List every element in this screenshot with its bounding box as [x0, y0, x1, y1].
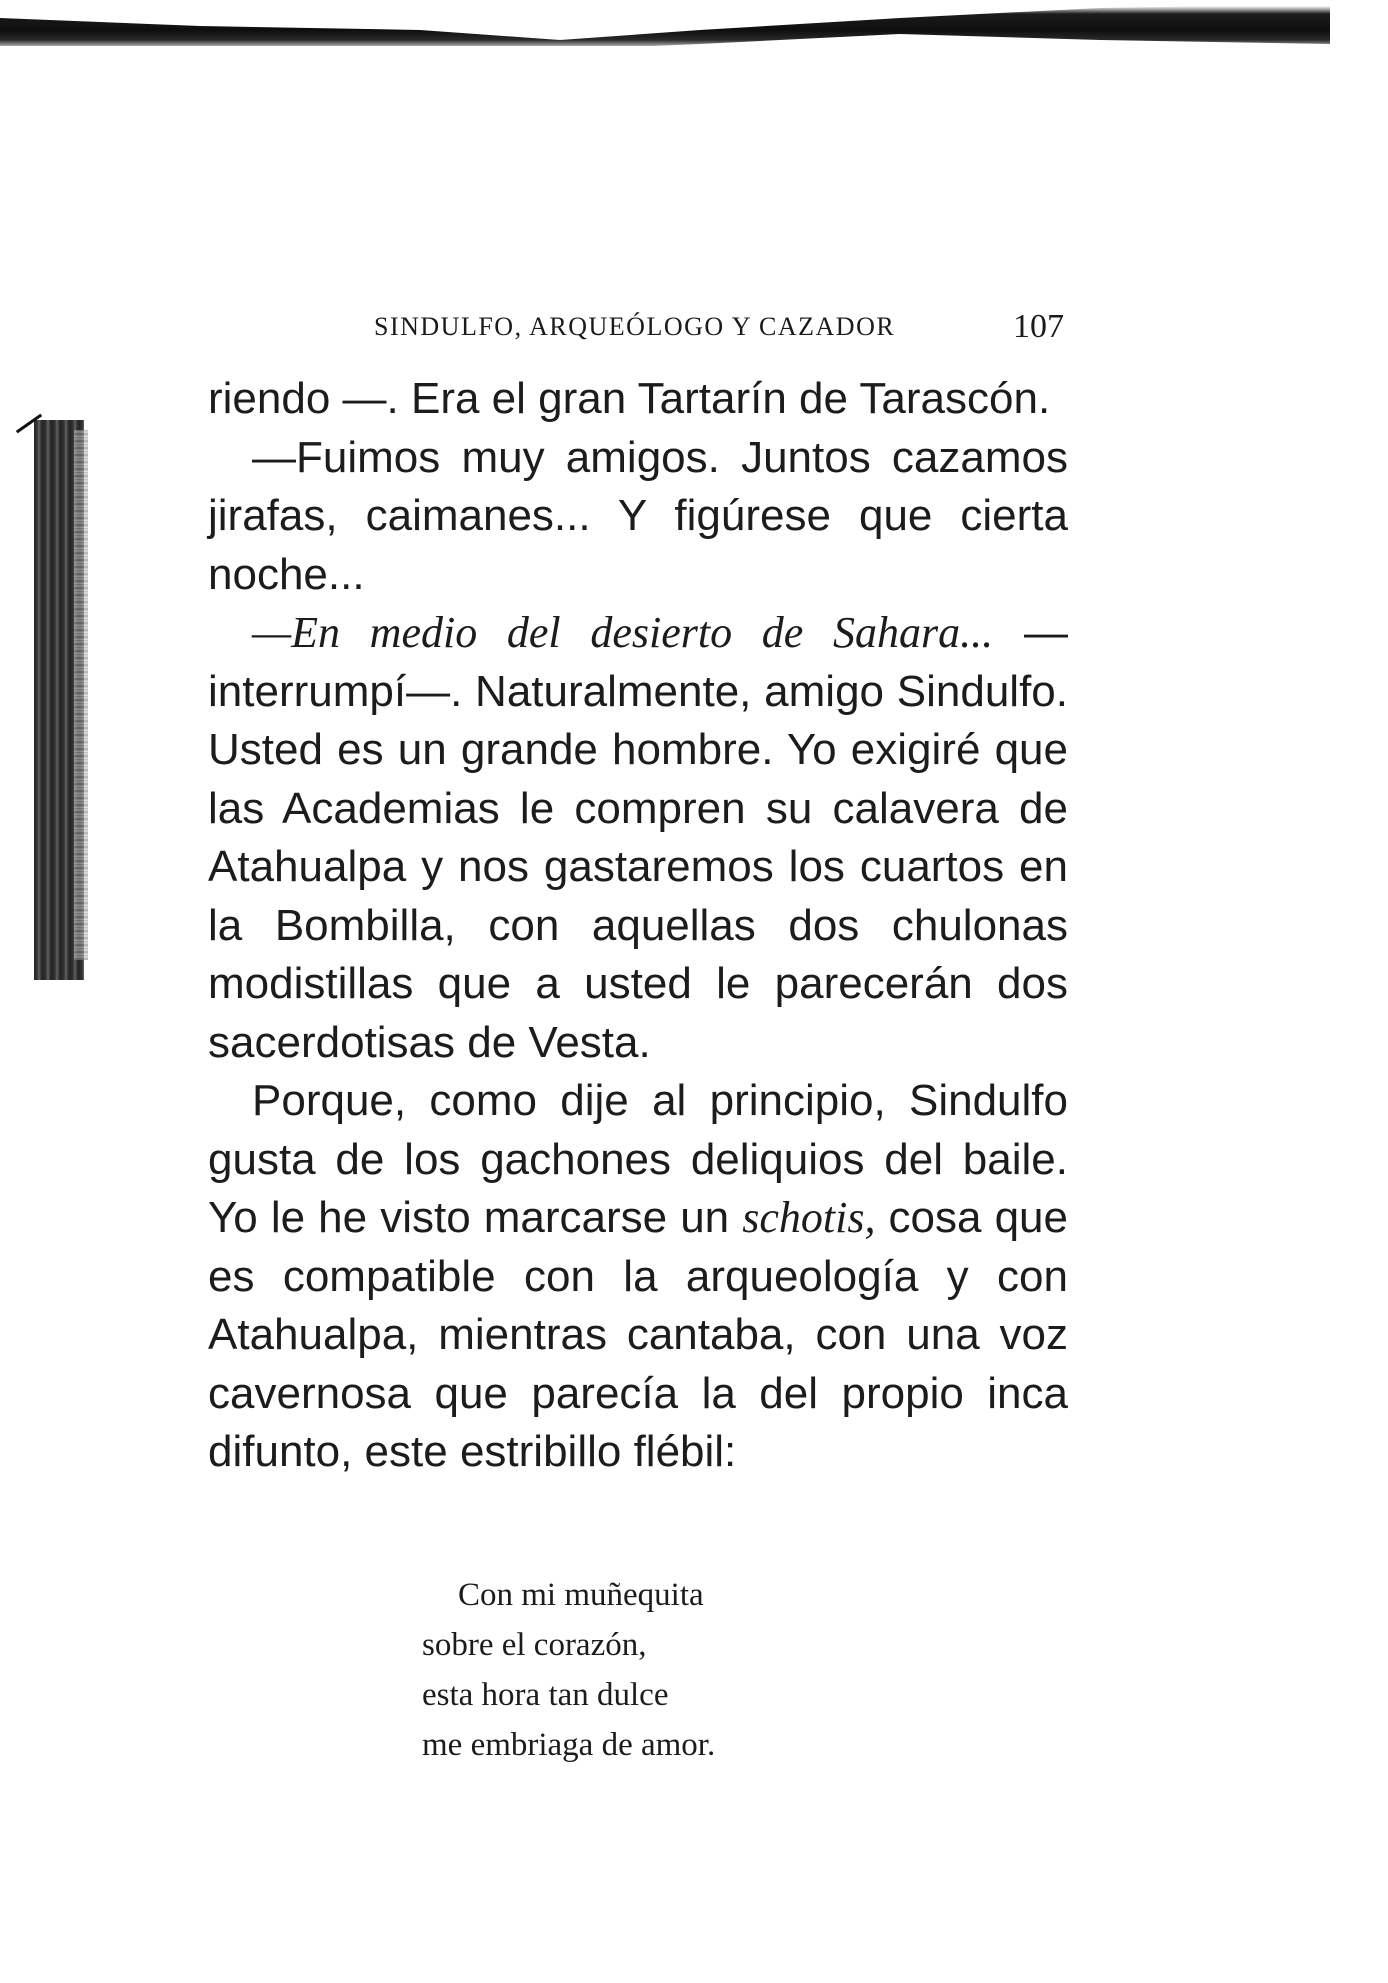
- verse-stanza: [422, 1570, 715, 1770]
- paragraph-2: —Fuimos muy amigos. Juntos cazamos jirafas, caimanes... Y figúrese que cierta noche...: [208, 432, 1068, 599]
- running-title: SINDULFO, ARQUEÓLOGO Y CAZADOR: [374, 312, 896, 341]
- verse-line: esta hora tan dulce: [422, 1677, 669, 1713]
- paragraph-4-text-end: cosa que es compatible con la arqueología y con Atahualpa, mientras cantaba, con una voz cavernosa que parecía la del propio inca difunto, este estribillo flébil:: [208, 1193, 1068, 1476]
- verse-line: sobre el corazón,: [422, 1627, 647, 1663]
- verse-line: me embriaga de amor.: [422, 1727, 716, 1763]
- paragraph-3-text: —interrumpí—. Naturalmente, amigo Sindulfo. Usted es un grande hombre. Yo exigiré que las Academias le compren su calavera de Atahualpa y nos gastaremos los cuartos en la Bombilla, con aquellas dos chulonas modistillas que a usted le parecerán dos sacerdotisas de Vesta.: [208, 608, 1068, 1067]
- body-text: [208, 370, 1068, 1482]
- running-header: [374, 308, 1064, 352]
- paragraph-1: riendo —. Era el gran Tartarín de Tarascón.: [208, 374, 1051, 423]
- page-number: 107: [1013, 308, 1064, 345]
- paragraph-3: [208, 604, 1068, 1072]
- verse-line: Con mi muñequita: [458, 1577, 704, 1613]
- paragraph-4: [208, 1072, 1068, 1482]
- italic-schotis: schotis,: [742, 1193, 876, 1242]
- italic-quote: —En medio del desierto de Sahara...: [252, 608, 994, 657]
- paragraph-4-text-start: Porque, como dije al principio, Sindulfo gusta de los gachones deliquios del baile. Yo le he visto marcarse un: [208, 1076, 1068, 1242]
